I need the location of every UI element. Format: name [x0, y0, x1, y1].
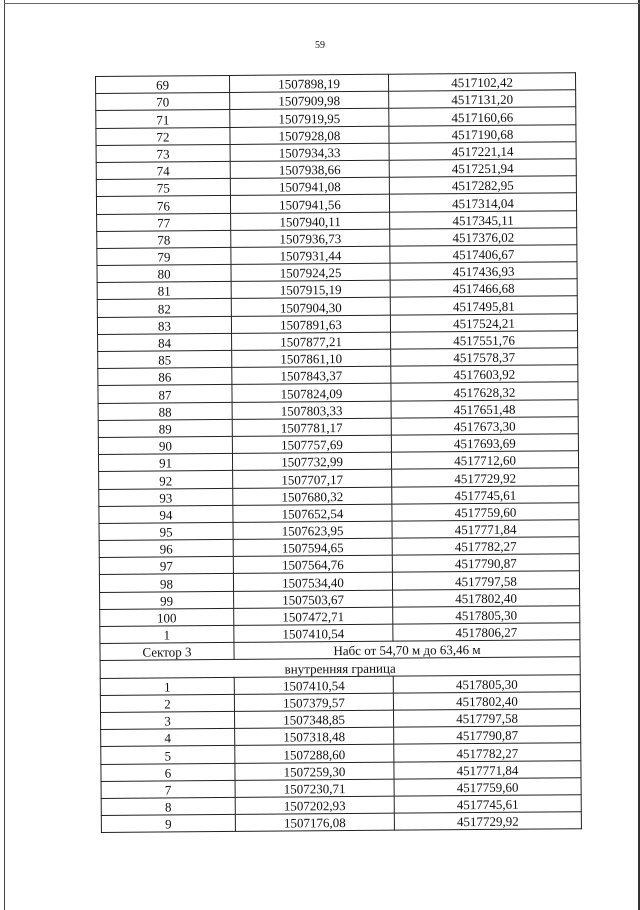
- coordinate-y: 4517406,67: [390, 245, 577, 264]
- coordinate-x: 1507202,93: [235, 796, 394, 814]
- coordinate-y: 4517251,94: [389, 159, 576, 178]
- point-number: 77: [97, 213, 231, 231]
- coordinate-x: 1507877,21: [232, 332, 391, 350]
- coordinate-y: 4517712,60: [391, 451, 578, 470]
- scan-top-edge: [4, 3, 640, 4]
- coordinate-y: 4517651,48: [391, 399, 578, 418]
- point-number: 1: [100, 625, 234, 643]
- coordinate-x: 1507348,85: [234, 710, 393, 728]
- coordinate-y: 4517782,27: [392, 537, 579, 556]
- coordinate-x: 1507472,71: [234, 607, 393, 625]
- coordinate-y: 4517745,61: [394, 795, 581, 814]
- point-number: 6: [101, 763, 235, 781]
- coordinate-x: 1507915,19: [231, 280, 390, 298]
- coordinate-y: 4517131,20: [389, 90, 576, 109]
- coordinate-y: 4517628,32: [391, 382, 578, 401]
- coordinate-y: 4517190,68: [389, 124, 576, 143]
- point-number: 89: [98, 419, 232, 437]
- coordinate-y: 4517790,87: [394, 726, 581, 745]
- coordinate-x: 1507928,08: [230, 126, 389, 144]
- point-number: 75: [96, 179, 230, 197]
- coordinate-x: 1507534,40: [233, 573, 392, 591]
- scan-left-edge: [4, 0, 5, 910]
- coordinate-x: 1507594,65: [233, 538, 392, 556]
- sector-height-range: Набс от 54,70 м до 63,46 м: [234, 640, 580, 660]
- point-number: 76: [96, 196, 230, 214]
- coordinate-y: 4517578,37: [391, 348, 578, 367]
- point-number: 86: [98, 368, 232, 386]
- point-number: 80: [97, 265, 231, 283]
- coordinate-y: 4517102,42: [388, 73, 575, 92]
- point-number: 84: [98, 333, 232, 351]
- point-number: 82: [97, 299, 231, 317]
- coordinate-x: 1507176,08: [235, 813, 394, 831]
- coordinate-x: 1507931,44: [231, 246, 390, 264]
- coordinate-x: 1507891,63: [231, 315, 390, 333]
- coordinate-y: 4517771,84: [394, 760, 581, 779]
- table-body-top: [96, 73, 580, 644]
- point-number: 72: [96, 127, 230, 145]
- point-number: 69: [96, 75, 230, 93]
- point-number: 1: [100, 677, 234, 695]
- point-number: 71: [96, 110, 230, 128]
- table-row: [101, 812, 581, 833]
- coordinate-y: 4517759,60: [394, 777, 581, 796]
- coordinate-y: 4517805,30: [393, 674, 580, 693]
- point-number: 92: [99, 471, 233, 489]
- page-number: 59: [315, 40, 325, 51]
- point-number: 9: [101, 814, 235, 832]
- coordinate-x: 1507410,54: [234, 676, 393, 694]
- point-number: 70: [96, 93, 230, 111]
- coordinate-y: 4517802,40: [393, 588, 580, 607]
- coordinate-x: 1507938,66: [230, 160, 389, 178]
- coordinate-y: 4517759,60: [392, 502, 579, 521]
- point-number: 73: [96, 144, 230, 162]
- point-number: 88: [98, 402, 232, 420]
- coordinate-x: 1507824,09: [232, 384, 391, 402]
- point-number: 2: [100, 694, 234, 712]
- coordinate-y: 4517160,66: [389, 107, 576, 126]
- coordinate-y: 4517495,81: [390, 296, 577, 315]
- sector-label: Сектор 3: [100, 643, 234, 661]
- coordinate-y: 4517797,58: [393, 709, 580, 728]
- coordinate-x: 1507318,48: [235, 727, 394, 745]
- point-number: 74: [96, 161, 230, 179]
- coordinate-x: 1507259,30: [235, 762, 394, 780]
- coordinate-x: 1507680,32: [233, 487, 392, 505]
- coordinate-y: 4517282,95: [389, 176, 576, 195]
- coordinate-y: 4517745,61: [392, 485, 579, 504]
- point-number: 4: [101, 729, 235, 747]
- coordinate-x: 1507940,11: [231, 212, 390, 230]
- coordinate-y: 4517729,92: [392, 468, 579, 487]
- coordinate-x: 1507861,10: [232, 349, 391, 367]
- point-number: 99: [100, 591, 234, 609]
- coordinate-x: 1507934,33: [230, 143, 389, 161]
- point-number: 96: [99, 539, 233, 557]
- coordinate-x: 1507781,17: [232, 418, 391, 436]
- point-number: 81: [97, 282, 231, 300]
- coordinate-y: 4517790,87: [392, 554, 579, 573]
- coordinate-y: 4517806,27: [393, 623, 580, 642]
- coordinate-x: 1507757,69: [232, 435, 391, 453]
- coordinate-y: 4517805,30: [393, 606, 580, 625]
- coordinate-x: 1507623,95: [233, 521, 392, 539]
- coordinate-y: 4517345,11: [390, 210, 577, 229]
- coordinate-y: 4517771,84: [392, 520, 579, 539]
- coordinate-x: 1507909,98: [230, 91, 389, 109]
- point-number: 78: [97, 230, 231, 248]
- coordinate-x: 1507898,19: [229, 74, 388, 92]
- point-number: 7: [101, 780, 235, 798]
- coordinate-x: 1507564,76: [233, 555, 392, 573]
- coordinate-y: 4517314,04: [389, 193, 576, 212]
- coordinate-x: 1507924,25: [231, 263, 390, 281]
- coordinate-x: 1507904,30: [231, 298, 390, 316]
- coordinate-x: 1507652,54: [233, 504, 392, 522]
- coordinate-x: 1507707,17: [233, 469, 392, 487]
- coordinate-x: 1507503,67: [234, 590, 393, 608]
- coordinate-y: 4517551,76: [391, 331, 578, 350]
- coordinate-y: 4517797,58: [392, 571, 579, 590]
- coordinate-x: 1507230,71: [235, 779, 394, 797]
- coordinate-x: 1507941,08: [230, 177, 389, 195]
- coordinate-y: 4517221,14: [389, 141, 576, 160]
- boundary-label: внутренняя граница: [100, 657, 580, 678]
- point-number: 5: [101, 746, 235, 764]
- point-number: 8: [101, 797, 235, 815]
- coordinate-x: 1507288,60: [235, 744, 394, 762]
- coordinate-y: 4517376,02: [390, 227, 577, 246]
- point-number: 85: [98, 350, 232, 368]
- coordinate-y: 4517802,40: [393, 691, 580, 710]
- coordinates-table: [95, 72, 582, 833]
- coordinate-x: 1507732,99: [232, 452, 391, 470]
- point-number: 95: [99, 522, 233, 540]
- point-number: 87: [98, 385, 232, 403]
- point-number: 98: [99, 574, 233, 592]
- point-number: 90: [98, 436, 232, 454]
- coordinate-x: 1507919,95: [230, 109, 389, 127]
- point-number: 3: [100, 711, 234, 729]
- sector-section: [100, 640, 580, 678]
- coordinate-x: 1507936,73: [231, 229, 390, 247]
- point-number: 79: [97, 247, 231, 265]
- coordinate-x: 1507379,57: [234, 693, 393, 711]
- table-body-bottom: [100, 674, 581, 832]
- coordinate-y: 4517524,21: [390, 313, 577, 332]
- point-number: 83: [97, 316, 231, 334]
- coordinate-y: 4517729,92: [394, 812, 581, 831]
- coordinate-y: 4517466,68: [390, 279, 577, 298]
- coordinate-y: 4517673,30: [391, 416, 578, 435]
- coordinate-y: 4517693,69: [391, 434, 578, 453]
- coordinate-y: 4517782,27: [394, 743, 581, 762]
- coordinate-x: 1507941,56: [230, 195, 389, 213]
- point-number: 100: [100, 608, 234, 626]
- coordinate-x: 1507843,37: [232, 366, 391, 384]
- point-number: 93: [99, 488, 233, 506]
- coordinate-y: 4517436,93: [390, 262, 577, 281]
- point-number: 94: [99, 505, 233, 523]
- coordinate-x: 1507410,54: [234, 624, 393, 642]
- point-number: 91: [98, 454, 232, 472]
- point-number: 97: [99, 557, 233, 575]
- coordinate-y: 4517603,92: [391, 365, 578, 384]
- coordinate-x: 1507803,33: [232, 401, 391, 419]
